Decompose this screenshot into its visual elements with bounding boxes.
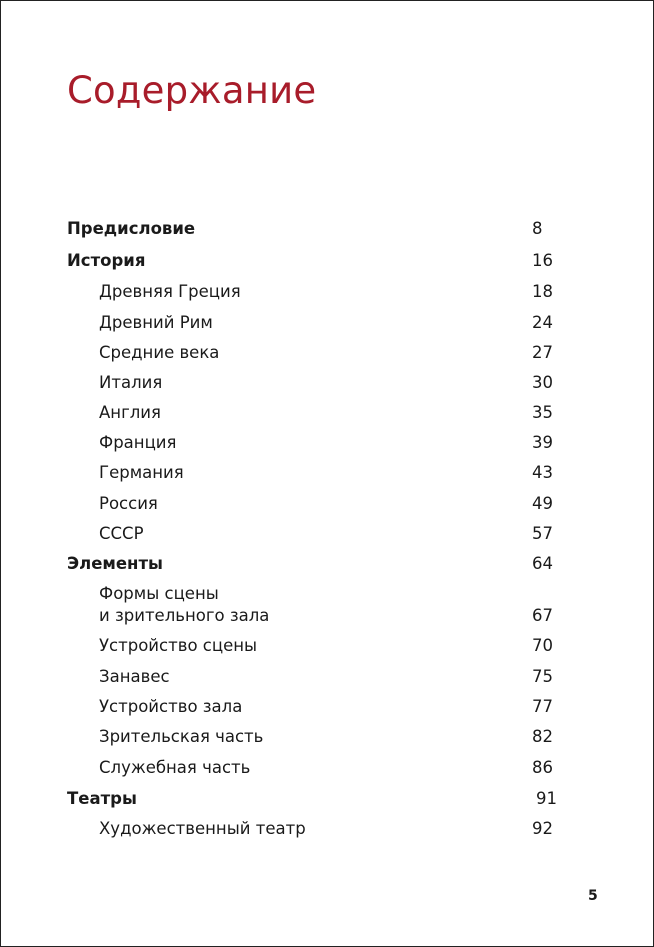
toc-section-label: История <box>67 251 146 270</box>
toc-page-number: 92 <box>532 819 553 838</box>
toc-page-number: 77 <box>532 697 553 716</box>
page-title: Содержание <box>67 69 317 112</box>
toc-item-label: Средние века <box>99 343 220 362</box>
toc-page-number: 91 <box>536 789 557 808</box>
toc-page-number: 30 <box>532 373 553 392</box>
toc-item-label: Италия <box>99 373 163 392</box>
toc-page-number: 75 <box>532 667 553 686</box>
toc-item-label <box>99 584 269 625</box>
toc-item-label: Зрительская часть <box>99 727 264 746</box>
toc-section-label: Элементы <box>67 554 163 573</box>
toc-item-label: Занавес <box>99 667 170 686</box>
toc-item-label: Художественный театр <box>99 819 306 838</box>
toc-page-number: 18 <box>532 282 553 301</box>
toc-section-label: Театры <box>67 789 137 808</box>
toc-item-label: Служебная часть <box>99 758 251 777</box>
toc-page-number: 86 <box>532 758 553 777</box>
toc-item-label: Франция <box>99 433 177 452</box>
toc-page-number: 24 <box>532 313 553 332</box>
toc-page-number: 57 <box>532 524 553 543</box>
toc-page-number: 35 <box>532 403 553 422</box>
toc-page-number: 16 <box>532 251 553 270</box>
page-number: 5 <box>588 888 598 904</box>
toc-item-label: СССР <box>99 524 144 543</box>
toc-item-label: Германия <box>99 463 184 482</box>
toc-page-number: 70 <box>532 636 553 655</box>
toc-item-label: Англия <box>99 403 161 422</box>
toc-page-number: 67 <box>532 606 553 625</box>
toc-page-number: 49 <box>532 494 553 513</box>
table-of-contents <box>1 1 653 946</box>
toc-page-number: 43 <box>532 463 553 482</box>
toc-page-number: 39 <box>532 433 553 452</box>
toc-item-label: Устройство сцены <box>99 636 258 655</box>
toc-page-number: 8 <box>532 219 543 238</box>
toc-item-label-line2: и зрительного зала <box>99 606 270 625</box>
toc-section-label: Предисловие <box>67 219 196 238</box>
toc-item-label: Россия <box>99 494 158 513</box>
toc-item-label-line1: Формы сцены <box>99 584 219 603</box>
toc-page-number: 64 <box>532 554 553 573</box>
toc-item-label: Древняя Греция <box>99 282 241 301</box>
toc-page-number: 82 <box>532 727 553 746</box>
toc-item-label: Устройство зала <box>99 697 243 716</box>
toc-item-label: Древний Рим <box>99 313 213 332</box>
toc-page-number: 27 <box>532 343 553 362</box>
